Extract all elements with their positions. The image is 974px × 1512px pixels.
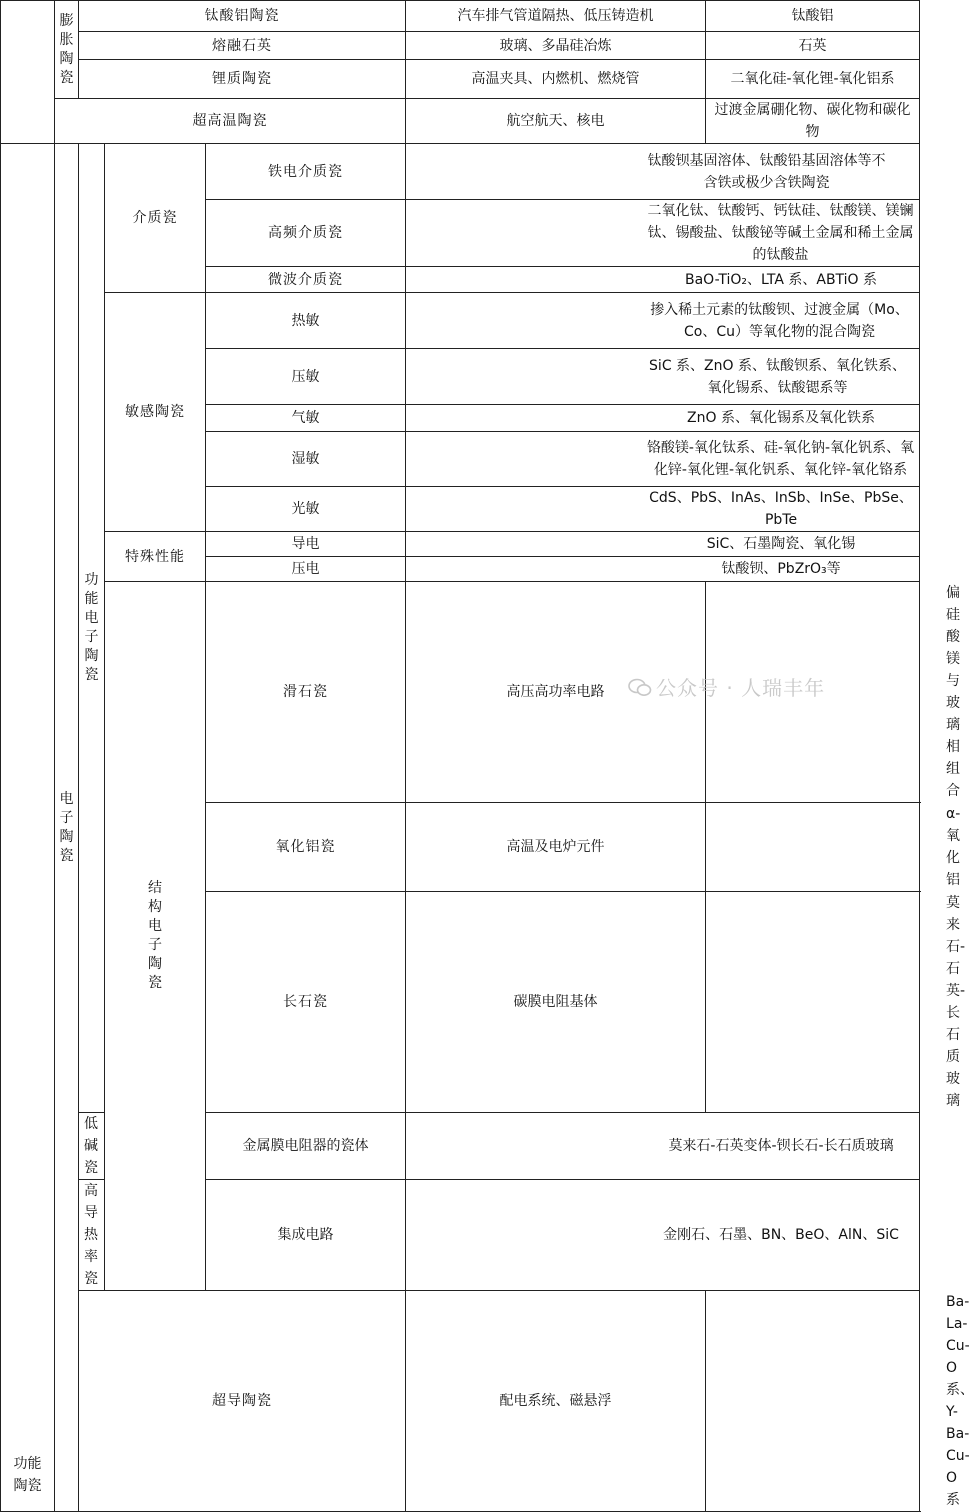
subtype-name: 高频介质瓷 xyxy=(206,200,406,267)
subtype-name: 铁电介质瓷 xyxy=(206,144,406,200)
composition: SiC 系、ZnO 系、钛酸钡系、氧化铁系、氧化锡系、钛酸锶系等 xyxy=(406,349,920,405)
application: 碳膜电阻基体 xyxy=(406,892,706,1113)
application: 高温及电炉元件 xyxy=(406,803,706,892)
composition: 钛酸铝 xyxy=(706,1,920,32)
material-name: 超高温陶瓷 xyxy=(55,99,406,144)
material-name: 长石瓷 xyxy=(206,892,406,1113)
structural-electronic-label: 结构电子陶瓷 xyxy=(105,582,206,1291)
composition: 钛酸钡、PbZrO₃等 xyxy=(406,557,920,582)
subtype-name: 湿敏 xyxy=(206,432,406,487)
composition: 二氧化硅-氧化锂-氧化铝系 xyxy=(706,60,920,99)
top-blank-cell xyxy=(1,1,55,144)
application: 玻璃、多晶硅冶炼 xyxy=(406,32,706,60)
composition: 二氧化钛、钛酸钙、钙钛硅、钛酸镁、镁镧钛、锡酸盐、钛酸铋等碱土金属和稀土金属的钛酸盐 xyxy=(406,200,920,267)
material-name: 低碱瓷 xyxy=(79,1113,105,1180)
functional-electronic-label: 功能电子陶瓷 xyxy=(79,144,105,1113)
composition: α-氧化铝 xyxy=(706,803,920,892)
composition: CdS、PbS、InAs、InSb、InSe、PbSe、PbTe xyxy=(406,487,920,532)
composition: BaO-TiO₂、LTA 系、ABTiO 系 xyxy=(406,267,920,293)
material-name: 高导热率瓷 xyxy=(79,1180,105,1291)
composition: 铬酸镁-氧化钛系、硅-氧化钠-氧化钒系、氧化锌-氧化锂-氧化钒系、氧化锌-氧化铬系 xyxy=(406,432,920,487)
functional-ceramics-label: 功能陶瓷 xyxy=(1,144,55,1512)
subtype-name: 压电 xyxy=(206,557,406,582)
material-name: 超导陶瓷 xyxy=(79,1291,406,1512)
composition: ZnO 系、氧化锡系及氧化铁系 xyxy=(406,405,920,432)
subtype-name: 导电 xyxy=(206,532,406,557)
material-name: 锂质陶瓷 xyxy=(79,60,406,99)
application: 高压高功率电路 xyxy=(406,582,706,803)
thermal-group-label: 膨胀陶瓷 xyxy=(55,1,79,99)
subtype-name: 压敏 xyxy=(206,349,406,405)
application: 高温夹具、内燃机、燃烧管 xyxy=(406,60,706,99)
composition: 钛酸钡基固溶体、钛酸铅基固溶体等不含铁或极少含铁陶瓷 xyxy=(406,144,920,200)
material-name: 熔融石英 xyxy=(79,32,406,60)
composition: SiC、石墨陶瓷、氧化锡 xyxy=(406,532,920,557)
composition: 莫来石-石英变体-钡长石-长石质玻璃 xyxy=(406,1113,920,1180)
application: 配电系统、磁悬浮 xyxy=(406,1291,706,1512)
composition: 石英 xyxy=(706,32,920,60)
application: 航空航天、核电 xyxy=(406,99,706,144)
composition: 金刚石、石墨、BN、BeO、AlN、SiC xyxy=(406,1180,920,1291)
subtype-name: 光敏 xyxy=(206,487,406,532)
application: 汽车排气管道隔热、低压铸造机 xyxy=(406,1,706,32)
composition: Ba-La-Cu-O 系、Y-Ba-Cu-O 系 xyxy=(706,1291,920,1512)
watermark-text: 公众号 · 人瑞丰年 xyxy=(656,676,826,700)
subtype-name: 微波介质瓷 xyxy=(206,267,406,293)
subtype-name: 气敏 xyxy=(206,405,406,432)
application: 金属膜电阻器的瓷体 xyxy=(206,1113,406,1180)
special-label: 特殊性能 xyxy=(105,532,206,582)
material-name: 滑石瓷 xyxy=(206,582,406,803)
composition: 偏硅酸镁与玻璃相组合 xyxy=(706,582,920,803)
composition: 掺入稀土元素的钛酸钡、过渡金属（Mo、Co、Cu）等氧化物的混合陶瓷 xyxy=(406,293,920,349)
composition: 莫来石-石英-长石质玻璃 xyxy=(706,892,920,1113)
material-name: 钛酸铝陶瓷 xyxy=(79,1,406,32)
composition: 过渡金属硼化物、碳化物和碳化物 xyxy=(706,99,920,144)
subtype-name: 热敏 xyxy=(206,293,406,349)
material-name: 氧化铝瓷 xyxy=(206,803,406,892)
sensitive-label: 敏感陶瓷 xyxy=(105,293,206,532)
dielectric-label: 介质瓷 xyxy=(105,144,206,293)
application: 集成电路 xyxy=(206,1180,406,1291)
electronic-ceramics-label: 电子陶瓷 xyxy=(55,144,79,1512)
